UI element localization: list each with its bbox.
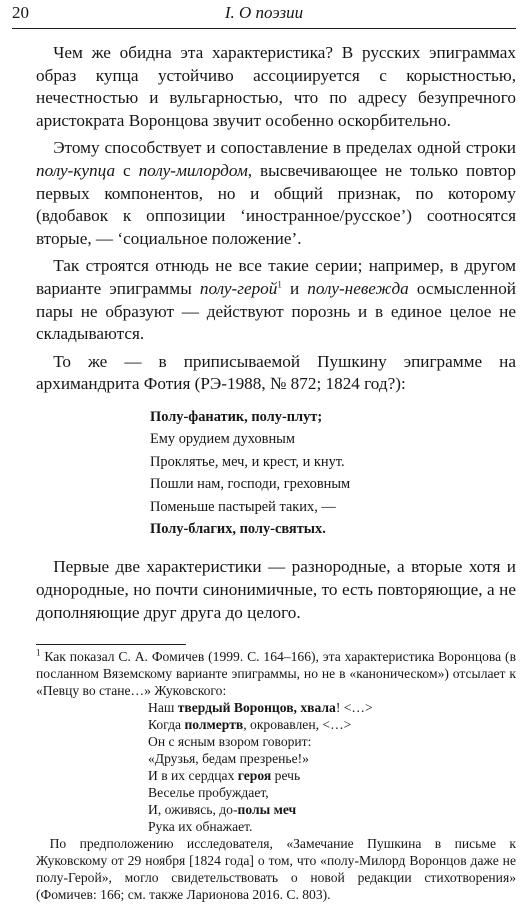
verse-line: Он с ясным взором говорит: [148,734,312,749]
main-text [36,42,516,629]
verse-line: Когда полмертв, окровавлен, <…> [148,717,352,732]
term-polu-nevezhda: полу-невежда [307,278,409,298]
running-title: I. О поэзии [224,3,304,22]
verse-line: Рука их обнажает. [148,819,253,834]
poem-line: Полу-благих, полу-святых. [150,520,326,537]
term-polu-geroy: полу-герой [199,278,278,298]
poem-line: Полу-фанатик, полу-плут; [150,408,323,425]
footnote-ref[interactable]: 1 [277,279,282,290]
verse-line: Наш твердый Воронцов, хвала! <…> [148,700,373,715]
footnote-verse [148,699,516,835]
page-header [12,2,516,29]
poem-line: Проклятье, меч, и крест, и кнут. [150,453,345,470]
footnote [36,648,516,903]
footnote-intro: $^1$ Как показал С. А. Фомичев (1999. С. 164–166), эта характеристика Воронцова (в посланном Вяземскому варианте эпиграммы, но не в «каноническом») отсылает к «Певцу во стане…» Жуковского: [36,647,516,698]
paragraph-2: Этому способствует и сопоставление в пределах одной строки полу-купца с полу-милордом, высвечивающее не только повтор первых компонентов, но и общий признак, по которому (вдобавок к оппозиции ‘иностранное/русское’) соотносятся вторые, — ‘социальное положение’. [36,138,516,248]
page-number: 20 [12,3,29,22]
footnote-rule [36,644,186,645]
paragraph-3: Так строятся отнюдь не все такие серии; например, в другом варианте эпиграммы полу-герой$^1$ и полу-невежда осмысленной пары не образуют — действуют порознь и в единое целое не складываются. [36,256,516,344]
footnote-closing: По предположению исследователя, «Замечание Пушкина в письме к Жуковскому от 29 ноября [1824 года] о том, что «полу-Милорд Воронцов даже не полу-Герой», могло свидетельствовать о новой редакции стихотворения» (Фомичев: 166; см. также Ларионова 2016. С. 803). [36,836,516,902]
term-polu-kupets: полу-купца [36,160,116,180]
verse-line: «Друзья, бедам презренье!» [148,751,309,766]
poem-line: Пошли нам, господи, греховным [150,476,351,493]
paragraph-5: Первые две характеристики — разнородные, а вторые хотя и однородные, но почти синонимичные, то есть повторяющие, а не дополняющие друг друга до целого. [36,557,516,622]
term-polu-milord: полу-милордом [138,160,248,180]
footnote-marker: 1 [36,647,41,658]
poem-line: Ему орудием духовным [150,431,295,448]
paragraph-4: То же — в приписываемой Пушкину эпиграмме на архимандрита Фотия (РЭ-1988, № 872; 1824 год?): [36,351,516,394]
poem-line: Поменьше пастырей таких, — [150,498,336,515]
epigram-poem [150,406,516,540]
verse-line: И в их сердцах героя речь [148,768,301,783]
verse-line: И, оживясь, до-полы меч [148,802,297,817]
verse-line: Веселье пробуждает, [148,785,269,800]
paragraph-1: Чем же обидна эта характеристика? В русских эпиграммах образ купца устойчиво ассоциируется с корыстностью, нечестностью и вульгарностью, что по адресу безупречного аристократа Воронцова звучит особенно оскорбительно. [36,43,516,130]
